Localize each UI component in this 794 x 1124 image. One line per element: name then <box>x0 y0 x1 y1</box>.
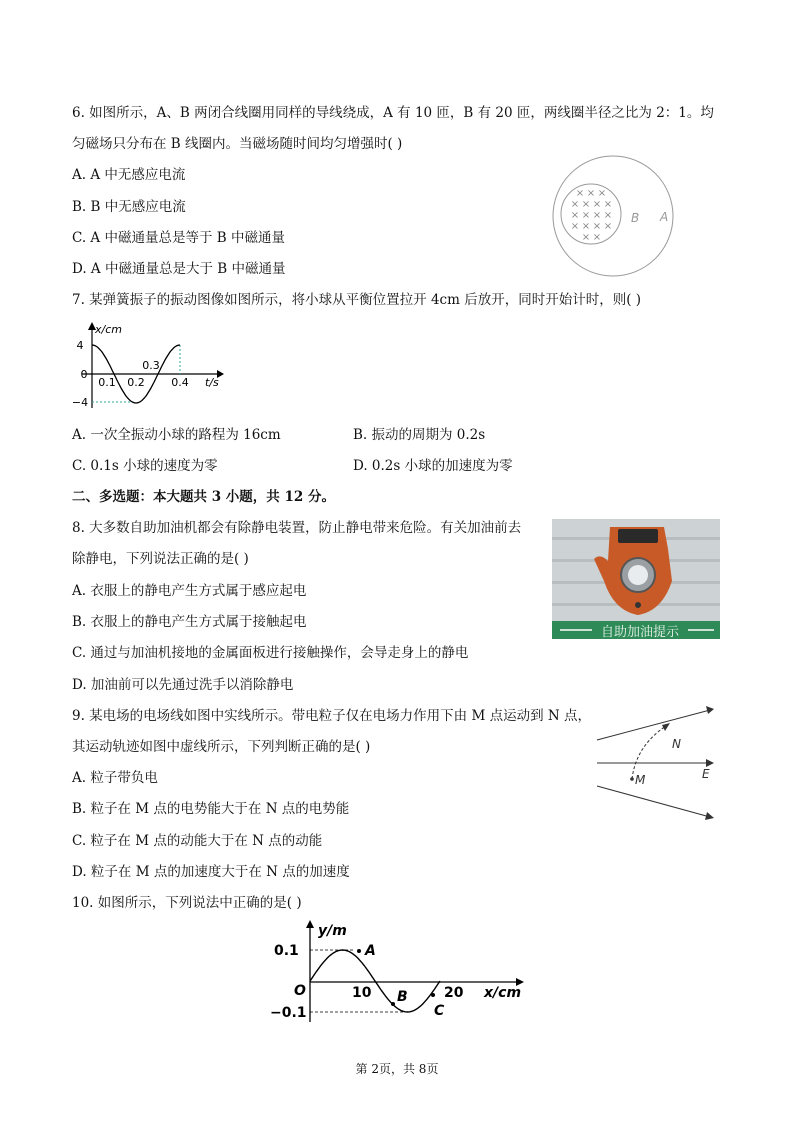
wave-curve <box>310 950 440 1012</box>
origin-label: O <box>294 983 306 999</box>
y-axis-label: x/cm <box>95 323 122 336</box>
x-tick-0.4: 0.4 <box>171 376 189 389</box>
svg-text:×: × <box>570 199 580 210</box>
y-axis-arrow <box>306 920 314 928</box>
magnetic-field-crosses <box>571 188 612 243</box>
q8-option-b: B. 衣服上的静电产生方式属于接触起电 <box>72 614 307 630</box>
svg-text:×: × <box>581 199 591 210</box>
y-axis-label: y/m <box>318 923 347 939</box>
q10-stem: 10. 如图所示，下列说法中正确的是( ) <box>72 895 302 911</box>
svg-text:×: × <box>603 210 613 221</box>
y-tick-0: 0 <box>80 368 88 381</box>
photo-banner: 自助加油提示 <box>600 625 680 639</box>
x-axis-label: x/cm <box>484 985 522 1001</box>
point-b <box>391 1002 395 1006</box>
label-n: N <box>672 737 681 751</box>
svg-text:×: × <box>581 221 591 232</box>
svg-text:×: × <box>570 210 580 221</box>
q8-stem-line1: 8. 大多数自助加油机都会有除静电装置，防止静电带来危险。有关加油前去 <box>72 520 522 536</box>
y-tick-top: 0.1 <box>274 943 299 959</box>
q9-option-b: B. 粒子在 M 点的电势能大于在 N 点的电势能 <box>72 801 350 817</box>
q8-option-c: C. 通过与加油机接地的金属面板进行接触操作，会导走身上的静电 <box>72 645 469 661</box>
q7-stem: 7. 某弹簧振子的振动图像如图所示，将小球从平衡位置拉开 4cm 后放开，同时开始计时，则( ) <box>72 292 642 308</box>
y-tick-bottom: −0.1 <box>270 1005 307 1021</box>
x-tick-0.3: 0.3 <box>142 359 160 372</box>
q9-stem-line1: 9. 某电场的电场线如图中实线所示。带电粒子仅在电场力作用下由 M 点运动到 N 点， <box>72 708 591 724</box>
svg-text:×: × <box>592 232 602 243</box>
q6-option-d: D. A 中磁通量总是大于 B 中磁通量 <box>72 261 286 277</box>
particle-trajectory <box>632 726 666 779</box>
svg-text:×: × <box>592 199 602 210</box>
svg-text:×: × <box>603 221 613 232</box>
q6-stem-line2: 匀磁场只分布在 B 线圈内。当磁场随时间均匀增强时( ) <box>72 136 403 152</box>
svg-text:×: × <box>586 188 596 199</box>
svg-text:×: × <box>581 210 591 221</box>
q7-option-d: D. 0.2s 小球的加速度为零 <box>353 458 513 474</box>
page-footer: 第 2页，共 8页 <box>355 1062 439 1076</box>
q9-option-a: A. 粒子带负电 <box>72 770 158 786</box>
field-line-bottom <box>597 786 710 817</box>
svg-text:×: × <box>581 232 591 243</box>
label-m: M <box>635 773 646 787</box>
q6-option-a: A. A 中无感应电流 <box>72 167 186 183</box>
field-line-top <box>597 710 710 740</box>
q9-stem-line2: 其运动轨迹如图中虚线所示，下列判断正确的是( ) <box>72 739 371 755</box>
svg-text:×: × <box>592 221 602 232</box>
coil-b-label: B <box>631 211 640 225</box>
q7-option-a: A. 一次全振动小球的路程为 16cm <box>72 427 281 443</box>
x-tick-0.2: 0.2 <box>127 376 145 389</box>
y-tick-4: 4 <box>76 339 84 352</box>
svg-text:×: × <box>603 199 613 210</box>
q8-option-a: A. 衣服上的静电产生方式属于感应起电 <box>72 583 307 599</box>
x-tick-0.1: 0.1 <box>98 376 116 389</box>
static-discharge-photo <box>552 519 720 639</box>
q6-option-c: C. A 中磁通量总是等于 B 中磁通量 <box>72 230 285 246</box>
label-c: C <box>434 1003 445 1019</box>
q6-stem-line1: 6. 如图所示，A、B 两闭合线圈用同样的导线绕成，A 有 10 匝，B 有 20 匝，两线圈半径之比为 2：1。均 <box>72 105 714 121</box>
y-tick-neg4: −4 <box>72 396 89 409</box>
q10-wave-chart <box>270 918 540 1028</box>
svg-text:×: × <box>570 221 580 232</box>
x-tick-10: 10 <box>352 985 372 1001</box>
point-c <box>431 993 435 997</box>
coil-a-label: A <box>660 210 669 224</box>
label-b: B <box>397 989 408 1005</box>
svg-text:×: × <box>575 188 585 199</box>
q7-vibration-chart <box>72 318 232 413</box>
q7-option-c: C. 0.1s 小球的速度为零 <box>72 458 218 474</box>
q8-option-d: D. 加油前可以先通过洗手以消除静电 <box>72 677 294 693</box>
q6-coil-figure <box>528 150 708 280</box>
svg-text:×: × <box>592 210 602 221</box>
q8-stem-line2: 除静电，下列说法正确的是( ) <box>72 551 249 567</box>
x-axis-label: t/s <box>205 376 219 389</box>
q9-option-c: C. 粒子在 M 点的动能大于在 N 点的动能 <box>72 833 323 849</box>
x-tick-20: 20 <box>444 985 464 1001</box>
q9-field-figure <box>592 700 722 826</box>
q9-option-d: D. 粒子在 M 点的加速度大于在 N 点的加速度 <box>72 864 350 880</box>
point-m <box>630 777 634 781</box>
q6-option-b: B. B 中无感应电流 <box>72 199 186 215</box>
label-e: E <box>702 767 710 781</box>
section-heading: 二、多选题：本大题共 3 小题，共 12 分。 <box>72 489 335 505</box>
label-a: A <box>365 943 376 959</box>
q7-option-b: B. 振动的周期为 0.2s <box>353 427 486 443</box>
svg-text:×: × <box>597 188 607 199</box>
point-a <box>357 949 361 953</box>
